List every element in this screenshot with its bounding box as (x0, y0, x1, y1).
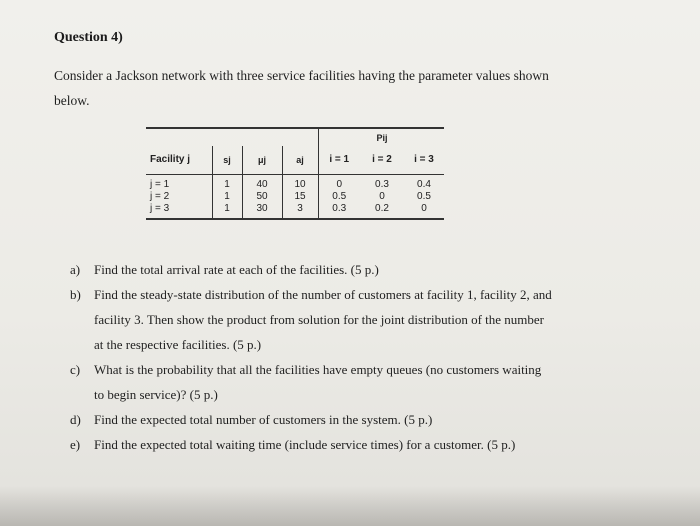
table-row (146, 190, 444, 203)
item-text: Find the steady-state distribution of the number of customers at facility 1, facility 2, and (94, 287, 552, 302)
list-item (70, 407, 630, 432)
a-cell: 15 (282, 190, 318, 203)
list-item (70, 357, 630, 407)
item-label: b) (70, 287, 81, 302)
mu-cell: 50 (242, 190, 282, 203)
item-text: Find the expected total number of customers in the system. (5 p.) (94, 412, 433, 427)
list-item (70, 282, 630, 357)
intro-line-1: Consider a Jackson network with three service facilities having the parameter values shown (54, 68, 549, 83)
item-label: c) (70, 362, 81, 377)
facility-cell: j = 1 (150, 178, 170, 190)
table-row (146, 203, 444, 219)
s-cell: 1 (212, 203, 242, 219)
p2-cell: 0.2 (375, 202, 389, 214)
a-cell: 3 (282, 203, 318, 219)
item-label: a) (70, 262, 81, 277)
item-text: facility 3. Then show the product from solution for the joint distribution of the number (94, 312, 544, 327)
table-row (146, 174, 444, 190)
p3-cell: 0.4 (417, 178, 431, 190)
item-text: What is the probability that all the facilities have empty queues (no customers waiting (94, 362, 542, 377)
facility-cell: j = 2 (150, 190, 170, 202)
p3-cell: 0.5 (417, 190, 431, 202)
header-i3: i = 3 (404, 146, 444, 174)
item-label: d) (70, 412, 81, 427)
item-text: at the respective facilities. (5 p.) (94, 337, 262, 352)
item-text: to begin service)? (5 p.) (94, 387, 218, 402)
header-i2: i = 2 (360, 146, 404, 174)
a-cell: 10 (282, 174, 318, 190)
header-mu: μj (242, 146, 282, 174)
facility-cell: j = 3 (150, 202, 170, 214)
bottom-shadow (0, 486, 700, 526)
intro-line-2: below. (54, 93, 90, 108)
s-cell: 1 (212, 174, 242, 190)
header-i1: i = 1 (318, 146, 360, 174)
header-facility: Facility j (146, 146, 212, 174)
parameter-table (146, 127, 444, 220)
pij-header: Pij (376, 132, 388, 143)
p1-cell: 0 (318, 174, 360, 190)
mu-cell: 30 (242, 203, 282, 219)
header-a: aj (282, 146, 318, 174)
p2-cell: 0.3 (375, 178, 389, 190)
list-item (70, 257, 630, 282)
question-title: Question 4) (54, 30, 123, 45)
p1-cell: 0.3 (318, 203, 360, 219)
p2-cell: 0 (379, 190, 385, 202)
p3-cell: 0 (421, 202, 427, 214)
item-text: Find the expected total waiting time (include service times) for a customer. (5 p.) (94, 437, 516, 452)
s-cell: 1 (212, 190, 242, 203)
item-text: Find the total arrival rate at each of the facilities. (5 p.) (94, 262, 379, 277)
question-items (70, 257, 630, 457)
header-s: sj (212, 146, 242, 174)
mu-cell: 40 (242, 174, 282, 190)
list-item (70, 432, 630, 457)
item-label: e) (70, 437, 81, 452)
intro-paragraph (54, 63, 599, 113)
p1-cell: 0.5 (318, 190, 360, 203)
